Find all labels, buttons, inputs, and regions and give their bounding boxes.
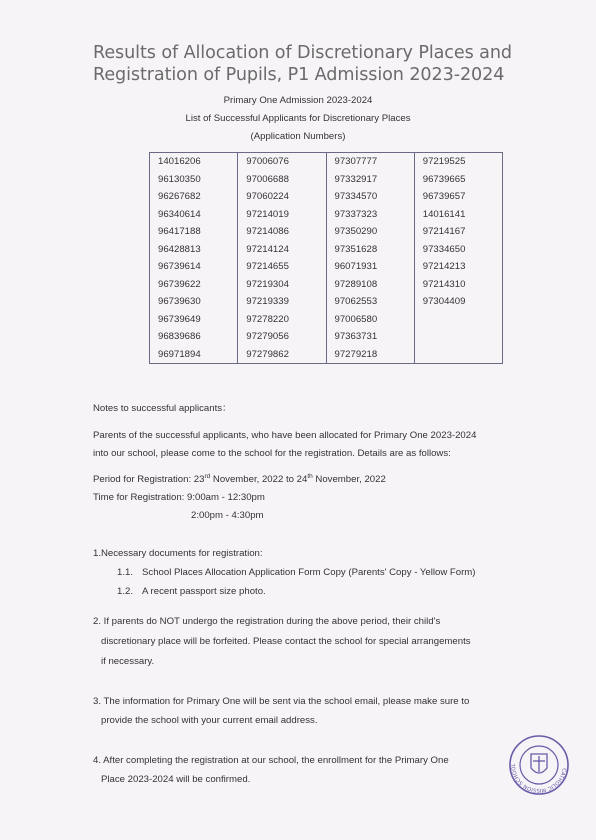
application-number-cell: 96739614 xyxy=(150,258,238,276)
table-row xyxy=(150,153,503,171)
item-1-1-text: School Places Allocation Application Form Copy (Parents' Copy - Yellow Form) xyxy=(142,567,476,578)
application-number-cell: 97214086 xyxy=(238,223,326,241)
table-row xyxy=(150,293,503,311)
title-line-1: Results of Allocation of Discretionary Places and xyxy=(93,43,512,63)
item-1-2-number: 1.2. xyxy=(117,586,134,597)
application-number-cell: 97214310 xyxy=(414,276,502,294)
application-number-cell: 96071931 xyxy=(326,258,414,276)
item-2-line-1: 2. If parents do NOT undergo the registration during the above period, their child's xyxy=(93,616,441,627)
application-number-cell: 97006688 xyxy=(238,171,326,189)
application-number-cell: 96267682 xyxy=(150,188,238,206)
notes-heading: Notes to successful applicants： xyxy=(93,403,232,414)
application-number-cell: 97334570 xyxy=(326,188,414,206)
table-row xyxy=(150,258,503,276)
application-number-cell: 97304409 xyxy=(414,293,502,311)
application-number-cell: 97289108 xyxy=(326,276,414,294)
period-end: November, 2022 xyxy=(312,474,386,485)
registration-time-2: 2:00pm - 4:30pm xyxy=(191,510,264,521)
item-1-2-text: A recent passport size photo. xyxy=(142,586,266,597)
table-row xyxy=(150,311,503,329)
table-row xyxy=(150,206,503,224)
application-number-cell xyxy=(414,346,502,364)
application-number-cell: 97006580 xyxy=(326,311,414,329)
application-number-cell: 97214655 xyxy=(238,258,326,276)
subheading-application-numbers: (Application Numbers) xyxy=(250,131,346,142)
application-number-cell: 97214213 xyxy=(414,258,502,276)
table-row xyxy=(150,223,503,241)
application-number-cell: 97279056 xyxy=(238,328,326,346)
application-number-cell xyxy=(414,328,502,346)
period-label: Period for Registration: 23 xyxy=(93,474,205,485)
period-sup-2: th xyxy=(307,473,313,480)
application-number-cell: 96971894 xyxy=(150,346,238,364)
application-number-cell: 97307777 xyxy=(326,153,414,171)
application-number-cell: 97214124 xyxy=(238,241,326,259)
item-4-line-1: 4. After completing the registration at our school, the enrollment for the Primary One xyxy=(93,755,449,766)
application-number-cell: 97332917 xyxy=(326,171,414,189)
item-1-1-number: 1.1. xyxy=(117,567,134,578)
application-number-cell: 97363731 xyxy=(326,328,414,346)
period-mid: November, 2022 to 24 xyxy=(210,474,308,485)
document-title xyxy=(93,42,563,86)
application-number-cell: 96417188 xyxy=(150,223,238,241)
item-3-line-2: provide the school with your current email address. xyxy=(101,715,318,726)
application-number-cell: 97337323 xyxy=(326,206,414,224)
item-2-line-2: discretionary place will be forfeited. Please contact the school for special arrangements xyxy=(101,636,471,647)
application-number-cell: 96739657 xyxy=(414,188,502,206)
application-number-cell: 96130350 xyxy=(150,171,238,189)
application-number-cell: 97219525 xyxy=(414,153,502,171)
application-number-cell: 96739649 xyxy=(150,311,238,329)
application-number-cell: 97350290 xyxy=(326,223,414,241)
table-row xyxy=(150,188,503,206)
application-number-cell: 96428813 xyxy=(150,241,238,259)
item-2-line-3: if necessary. xyxy=(101,656,155,667)
school-seal-icon xyxy=(508,734,570,796)
application-number-cell: 96739630 xyxy=(150,293,238,311)
subheading-admission: Primary One Admission 2023-2024 xyxy=(223,95,373,106)
application-number-cell: 97351628 xyxy=(326,241,414,259)
applicants-table xyxy=(149,152,503,364)
notes-para-line-2: into our school, please come to the school for the registration. Details are as follows: xyxy=(93,448,451,459)
application-number-cell: 97219339 xyxy=(238,293,326,311)
application-number-cell: 97060224 xyxy=(238,188,326,206)
table-row xyxy=(150,171,503,189)
item-1-heading: 1.Necessary documents for registration: xyxy=(93,548,263,559)
application-number-cell: 96739665 xyxy=(414,171,502,189)
application-number-cell: 97062553 xyxy=(326,293,414,311)
table-row xyxy=(150,276,503,294)
table-row xyxy=(150,328,503,346)
application-number-cell: 14016141 xyxy=(414,206,502,224)
application-number-cell: 97006076 xyxy=(238,153,326,171)
application-number-cell: 96340614 xyxy=(150,206,238,224)
table-row xyxy=(150,241,503,259)
period-sup-1: rd xyxy=(204,473,211,480)
notes-para-line-1: Parents of the successful applicants, who have been allocated for Primary One 2023-2024 xyxy=(93,430,477,441)
registration-time-1: Time for Registration: 9:00am - 12:30pm xyxy=(93,492,265,503)
registration-period xyxy=(93,474,386,486)
title-line-2: Registration of Pupils, P1 Admission 2023-2024 xyxy=(93,65,505,85)
subheading-list: List of Successful Applicants for Discretionary Places xyxy=(185,113,411,124)
seal-text: CATHOLIC MISSION SCHOOL xyxy=(510,763,567,794)
item-3-line-1: 3. The information for Primary One will be sent via the school email, please make sure to xyxy=(93,696,470,707)
application-number-cell: 96739622 xyxy=(150,276,238,294)
application-number-cell: 97279862 xyxy=(238,346,326,364)
application-number-cell: 97214167 xyxy=(414,223,502,241)
application-number-cell: 14016206 xyxy=(150,153,238,171)
application-number-cell xyxy=(414,311,502,329)
application-number-cell: 97219304 xyxy=(238,276,326,294)
item-4-line-2: Place 2023-2024 will be confirmed. xyxy=(101,774,251,785)
application-number-cell: 97214019 xyxy=(238,206,326,224)
application-number-cell: 97279218 xyxy=(326,346,414,364)
application-number-cell: 97278220 xyxy=(238,311,326,329)
application-number-cell: 97334650 xyxy=(414,241,502,259)
table-row xyxy=(150,346,503,364)
application-number-cell: 96839686 xyxy=(150,328,238,346)
